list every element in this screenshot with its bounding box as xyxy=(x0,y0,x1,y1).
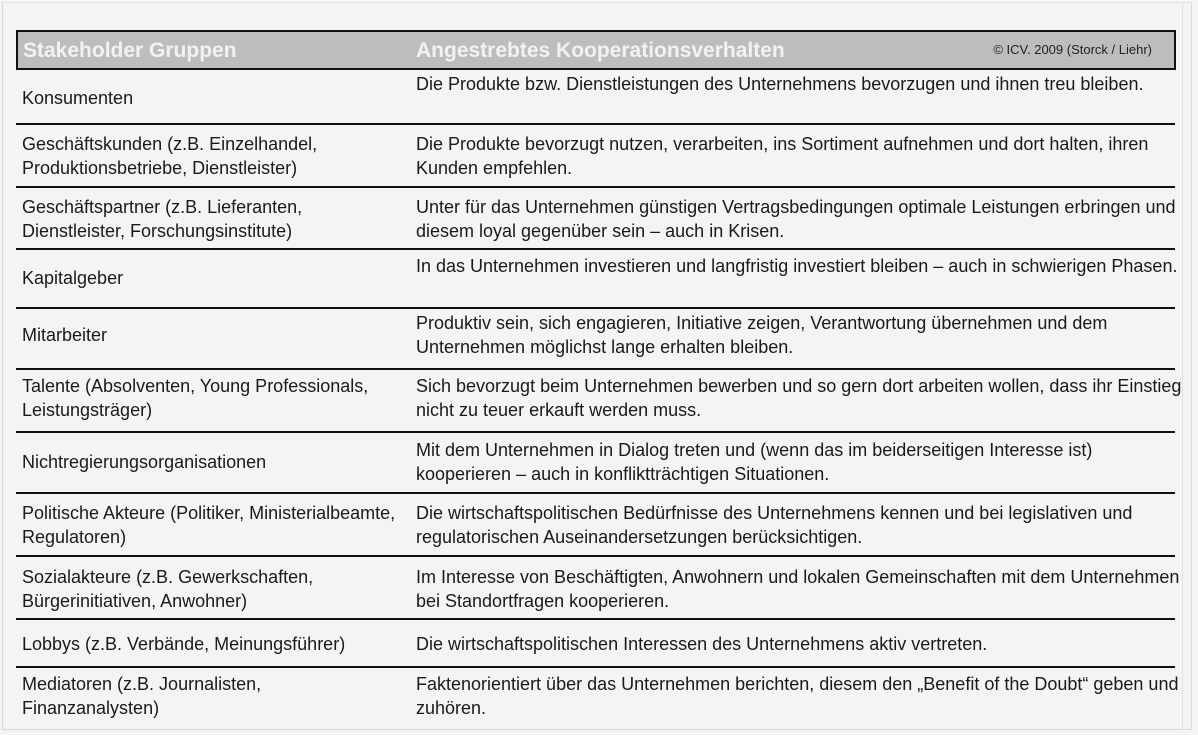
table-row xyxy=(16,250,1178,309)
header-cooperation-behavior: Angestrebtes Kooperationsverhalten xyxy=(416,39,785,62)
header-stakeholder-groups: Stakeholder Gruppen xyxy=(23,39,237,62)
table-row xyxy=(16,370,1182,433)
stakeholder-group: Talente (Absolventen, Young Professionals, Leistungsträger) xyxy=(22,376,369,420)
table-row xyxy=(16,309,1175,370)
stakeholder-group: Lobbys (z.B. Verbände, Meinungsführer) xyxy=(22,634,346,654)
stakeholder-group: Geschäftspartner (z.B. Lieferanten, Dienstleister, Forschungsinstitute) xyxy=(22,197,303,241)
stakeholder-group: Mitarbeiter xyxy=(22,325,108,345)
cooperation-behavior: Unter für das Unternehmen günstigen Vertragsbedingungen optimale Leistungen erbringen und diesem loyal gegenüber sein – auch in Krisen. xyxy=(416,197,1176,241)
cooperation-behavior: Mit dem Unternehmen in Dialog treten und (wenn das im beiderseitigen Interesse ist) kooperieren – auch in konfliktträchtigen Situationen. xyxy=(416,440,1093,484)
table-row xyxy=(16,70,1175,125)
table-row xyxy=(16,620,1175,668)
table-row xyxy=(16,125,1175,188)
cooperation-behavior: In das Unternehmen investieren und langfristig investiert bleiben – auch in schwierigen Phasen. xyxy=(416,256,1178,276)
table-row xyxy=(16,433,1175,494)
stakeholder-group: Konsumenten xyxy=(22,88,134,108)
table-row xyxy=(16,668,1179,726)
table-row xyxy=(16,494,1175,557)
cooperation-behavior: Die Produkte bzw. Dienstleistungen des Unternehmens bevorzugen und ihnen treu bleiben. xyxy=(416,74,1144,94)
stakeholder-table xyxy=(16,30,1182,726)
stakeholder-group: Sozialakteure (z.B. Gewerkschaften, Bürgerinitiativen, Anwohner) xyxy=(22,567,314,611)
cooperation-behavior: Die wirtschaftspolitischen Bedürfnisse des Unternehmens kennen und bei legislativen und regulatorischen Auseinandersetzungen berücksichtigen. xyxy=(416,503,1133,547)
stakeholder-group: Nichtregierungsorganisationen xyxy=(22,452,267,472)
cooperation-behavior: Im Interesse von Beschäftigten, Anwohnern und lokalen Gemeinschaften mit dem Unternehmen bei Standortfragen kooperieren. xyxy=(416,567,1180,611)
cooperation-behavior: Sich bevorzugt beim Unternehmen bewerben und so gern dort arbeiten wollen, dass ihr Einstieg nicht zu teuer erkauft werden muss. xyxy=(416,376,1182,420)
cooperation-behavior: Produktiv sein, sich engagieren, Initiative zeigen, Verantwortung übernehmen und dem Unternehmen möglichst lange erhalten bleiben. xyxy=(416,313,1108,357)
stakeholder-group: Politische Akteure (Politiker, Ministerialbeamte, Regulatoren) xyxy=(22,503,396,547)
stakeholder-group: Mediatoren (z.B. Journalisten, Finanzanalysten) xyxy=(22,674,262,718)
cooperation-behavior: Die Produkte bevorzugt nutzen, verarbeiten, ins Sortiment aufnehmen und dort halten, ihren Kunden empfehlen. xyxy=(416,134,1149,178)
cooperation-behavior: Die wirtschaftspolitischen Interessen des Unternehmens aktiv vertreten. xyxy=(416,634,988,654)
table-row xyxy=(16,188,1175,250)
table-header xyxy=(16,30,1176,70)
stakeholder-group: Geschäftskunden (z.B. Einzelhandel, Produktionsbetriebe, Dienstleister) xyxy=(22,134,318,178)
table-row xyxy=(16,557,1180,620)
cooperation-behavior: Faktenorientiert über das Unternehmen berichten, diesem den „Benefit of the Doubt“ geben und zuhören. xyxy=(416,674,1179,718)
copyright-note: © ICV. 2009 (Storck / Liehr) xyxy=(993,42,1152,57)
frame-edge xyxy=(1182,3,1183,729)
stakeholder-group: Kapitalgeber xyxy=(22,268,124,288)
